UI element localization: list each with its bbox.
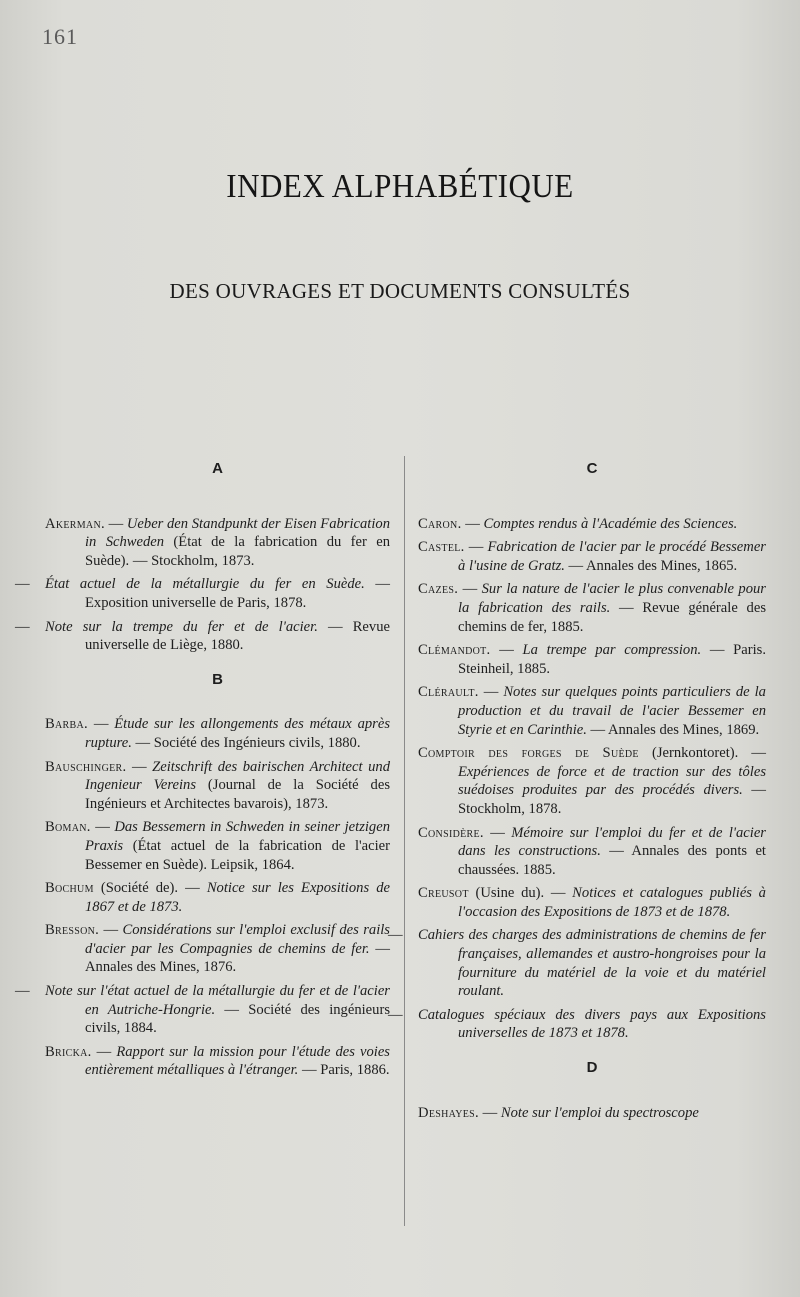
index-entry [418,515,766,534]
entry-text: — Annales des ponts et chaussées. 1885. [458,843,766,878]
entry-text: — Société des ingénieurs civils, 1884. [85,1001,390,1037]
left-column [15,460,390,1085]
page-subtitle: DES OUVRAGES ET DOCUMENTS CONSULTÉS [169,279,631,303]
entry-title: Ueber den Standpunkt der Eisen Fabrication in Schweden [85,515,390,551]
entry-title: Note sur l'emploi du spectroscope [500,1104,699,1121]
index-entry [418,641,766,678]
index-entry [418,538,766,575]
index-entry [418,744,766,818]
index-entry [45,758,390,814]
entry-title: Sur la nature de l'acier le plus convenable pour la fabrication des rails. [458,581,766,616]
entry-title: Notices et catalogues publiés à l'occasion des Expositions de 1873 et de 1878. [458,885,766,920]
entry-author: Bauschinger. [45,758,127,775]
entry-author: Bochum [45,880,94,897]
entry-text: (Société de). — [100,880,207,897]
entry-author: Bresson. [45,922,100,939]
index-entry [45,879,390,916]
entry-title: Zeitschrift des bairischen Architect und Ingenieur Vereins [85,758,390,794]
entry-author: Bricka. [45,1043,92,1060]
entry-author: Comptoir des forges de Suède [418,745,639,762]
entry-text: — [490,824,512,841]
entry-author: Boman. [45,819,91,836]
entry-title: Expériences de force et de traction sur des tôles suédoises produites par des procédés divers. [458,763,766,799]
index-entry [388,1006,766,1043]
entry-text: — [462,581,482,598]
entry-author: Deshayes. [418,1104,479,1121]
right-column [388,460,767,1127]
entry-text: (Journal de la Société des Ingénieurs et Architectes bavarois), 1873. [85,777,390,812]
index-entry [45,1043,390,1080]
entry-text: — Paris. Steinheil, 1885. [458,642,766,677]
entry-text: — [499,642,523,659]
entry-author: Barba. [45,716,88,733]
entry-text: (Usine du). — [475,885,573,902]
entry-text: — [482,1104,501,1121]
entry-title: État actuel de la métallurgie du fer en Suède. [45,576,365,593]
index-entry [388,926,766,1000]
entry-title: Das Bessemern in Schweden in seiner jetzigen Praxis [85,819,390,854]
section-letter: D [586,1059,598,1077]
entry-title: Cahiers des charges des administrations de chemins de fer françaises, allemandes et austro-hongroises pour la fourniture du matériel de la voie et du matériel roulant. [418,927,766,1000]
entry-text: — [465,515,484,532]
section-letter: A [212,460,223,477]
index-entry [15,575,390,612]
entry-text: — Annales des Mines, 1876. [85,940,390,976]
entry-text: — Revue universelle de Liège, 1880. [85,618,390,654]
column-divider [404,456,405,1226]
entry-text: (État actuel de la fabrication de l'acier Bessemer en Suède). Leipsik, 1864. [85,837,390,873]
index-entry [45,715,390,752]
entry-title: Notes sur quelques points particuliers de la production et du travail de l'acier Bessemer en Styrie et en Carinthie. [458,684,766,738]
entry-author: Considère. [418,824,484,841]
page-number: 161 [42,24,78,49]
entry-title: Note sur l'état actuel de la métallurgie du fer et de l'acier en Autriche-Hongrie. [45,983,390,1018]
entry-title: Rapport sur la mission pour l'étude des voies entièrement métalliques à l'étranger. [85,1043,390,1079]
entry-title: Catalogues spéciaux des divers pays aux Expositions universelles de 1873 et 1878. [418,1006,766,1042]
entry-title: Comptes rendus à l'Académie des Sciences. [483,515,738,532]
entry-author: Clérault. [418,684,479,701]
entry-title: Étude sur les allongements des métaux après rupture. [85,716,390,751]
ditto-dash: — [15,618,30,635]
entry-author: Cazes. [418,581,459,598]
entry-text: — [108,515,127,532]
entry-text: — [483,684,504,701]
entry-text: — [96,1043,117,1060]
entry-text: — [132,758,153,775]
entry-text: — [93,716,115,733]
ditto-dash: — [388,1006,403,1023]
entry-text: — Annales des Mines, 1865. [564,557,738,574]
entry-text: (État de la fabrication du fer en Suède). — Stockholm, 1873. [85,534,390,569]
entry-author: Caron. [418,515,462,532]
entry-text: (Jernkontoret). — [651,745,766,762]
ditto-dash: — [15,576,30,593]
index-entry [15,982,390,1038]
entry-author: Creusot [418,885,469,902]
page-title: INDEX ALPHABÉTIQUE [226,166,574,205]
index-entry [45,515,390,571]
entry-author: Akerman. [45,515,105,532]
entry-text: — [468,539,488,556]
index-entry [15,618,390,655]
ditto-dash: — [15,983,30,1000]
entry-title: Considérations sur l'emploi exclusif des rails d'acier par les Compagnies de chemins de fer. [85,922,390,957]
entry-author: Castel. [418,539,465,556]
entry-text: — [103,922,123,939]
entry-title: Fabrication de l'acier par le procédé Bessemer à l'usine de Gratz. [458,539,766,574]
entry-text: — Paris, 1886. [298,1062,390,1079]
index-entry [45,818,390,874]
entry-text: — Annales des Mines, 1869. [586,721,760,738]
section-letter: B [212,670,223,688]
entry-title: Notice sur les Expositions de 1867 et de 1873. [85,880,390,915]
entry-title: Note sur la trempe du fer et de l'acier. [45,618,318,635]
index-entry [418,580,766,636]
entry-title: La trempe par compression. [522,642,702,659]
entry-author: Clémandot. [418,642,491,659]
ditto-dash: — [388,927,403,944]
index-entry [418,683,766,739]
entry-title: Mémoire sur l'emploi du fer et de l'acier dans les constructions. [458,824,766,860]
entry-text: — Société des Ingénieurs civils, 1880. [131,734,361,751]
index-entry [418,884,766,921]
entry-text: — [95,819,115,836]
entry-text: — Stockholm, 1878. [458,782,767,817]
index-entry [418,1104,766,1123]
section-letter: C [586,460,598,477]
index-entry [45,921,390,977]
index-entry [418,824,766,880]
entry-text: — Revue générale des chemins de fer, 1885. [458,599,766,635]
entry-text: — Exposition universelle de Paris, 1878. [85,576,390,611]
